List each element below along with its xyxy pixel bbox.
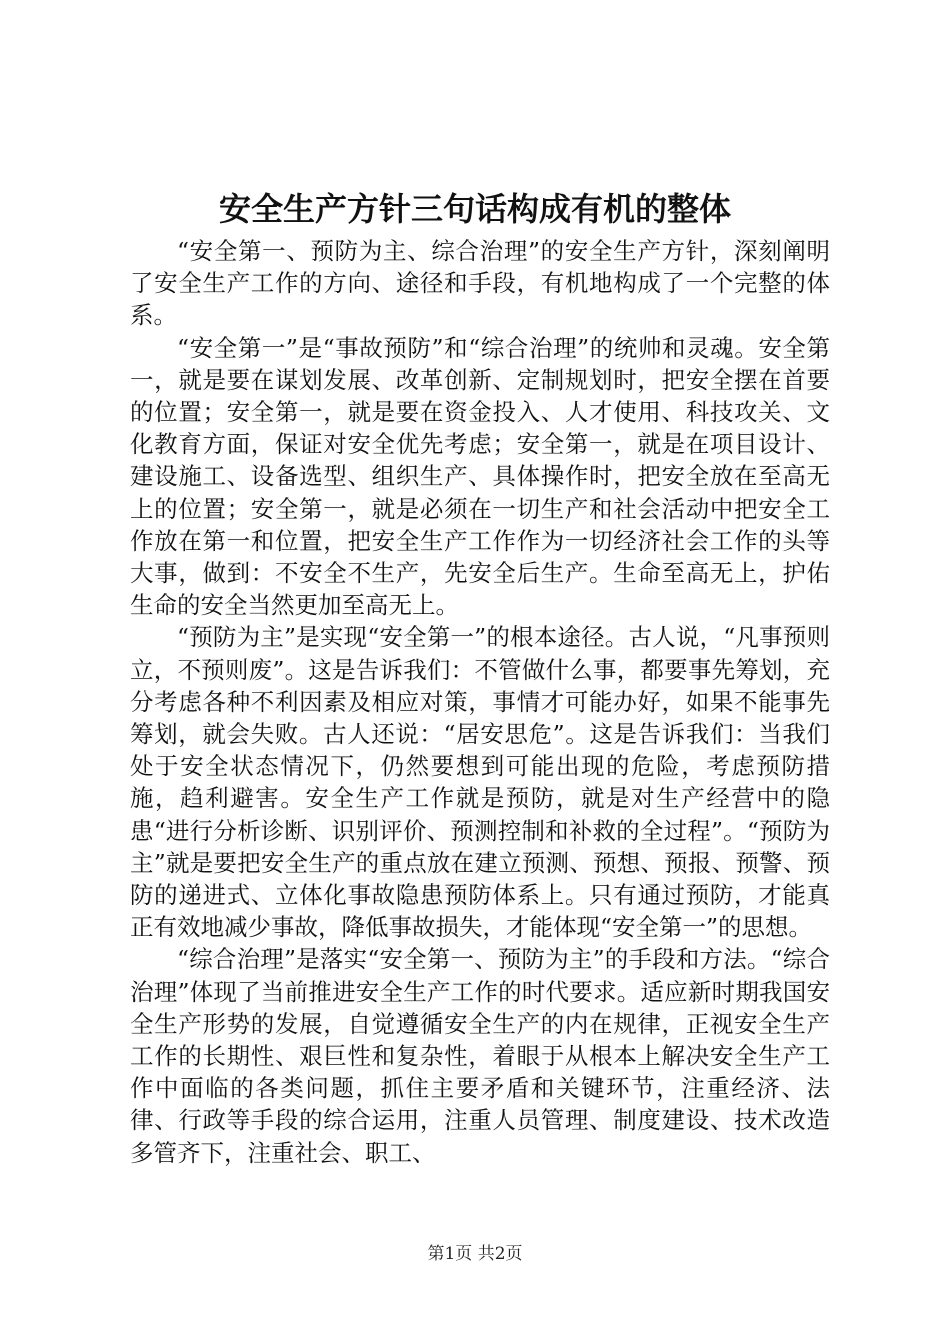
paragraph: “综合治理”是落实“安全第一、预防为主”的手段和方法。“综合治理”体现了当前推进安全生产工作的时代要求。适应新时期我国安全生产形势的发展，自觉遵循安全生产的内在规律，正视安全生产工作的长期性、艰巨性和复杂性，着眼于从根本上解决安全生产工作中面临的各类问题，抓住主要矛盾和关键环节，注重经济、法律、行政等手段的综合运用，注重人员管理、制度建设、技术改造多管齐下，注重社会、职工、 [130, 945, 830, 1167]
document-title: 安全生产方针三句话构成有机的整体 [218, 190, 731, 228]
paragraph: “预防为主”是实现“安全第一”的根本途径。古人说，“凡事预则立，不预则废”。这是告诉我们：不管做什么事，都要事先筹划，充分考虑各种不利因素及相应对策，事情才可能办好，如果不能事先筹划，就会失败。古人还说：“居安思危”。这是告诉我们：当我们处于安全状态情况下，仍然要想到可能出现的危险，考虑预防措施，趋利避害。安全生产工作就是预防，就是对生产经营中的隐患“进行分析诊断、识别评价、预测控制和补救的全过程”。“预防为主”就是要把安全生产的重点放在建立预测、预想、预报、预警、预防的递进式、立体化事故隐患预防体系上。只有通过预防，才能真正有效地减少事故，降低事故损失，才能体现“安全第一”的思想。 [130, 623, 830, 942]
paragraph: “安全第一”是“事故预防”和“综合治理”的统帅和灵魂。安全第一，就是要在谋划发展、改革创新、定制规划时，把安全摆在首要的位置；安全第一，就是要在资金投入、人才使用、科技攻关、文化教育方面，保证对安全优先考虑；安全第一，就是在项目设计、建设施工、设备选型、组织生产、具体操作时，把安全放在至高无上的位置；安全第一，就是必须在一切生产和社会活动中把安全工作放在第一和位置，把安全生产工作作为一切经济社会工作的头等大事，做到：不安全不生产，先安全后生产。生命至高无上，护佑生命的安全当然更加至高无上。 [130, 333, 830, 620]
paragraph: “安全第一、预防为主、综合治理”的安全生产方针，深刻阐明了安全生产工作的方向、途径和手段，有机地构成了一个完整的体系。 [130, 237, 830, 330]
page-number-footer: 第1页 共2页 [427, 1244, 523, 1264]
document-body [130, 235, 830, 1169]
